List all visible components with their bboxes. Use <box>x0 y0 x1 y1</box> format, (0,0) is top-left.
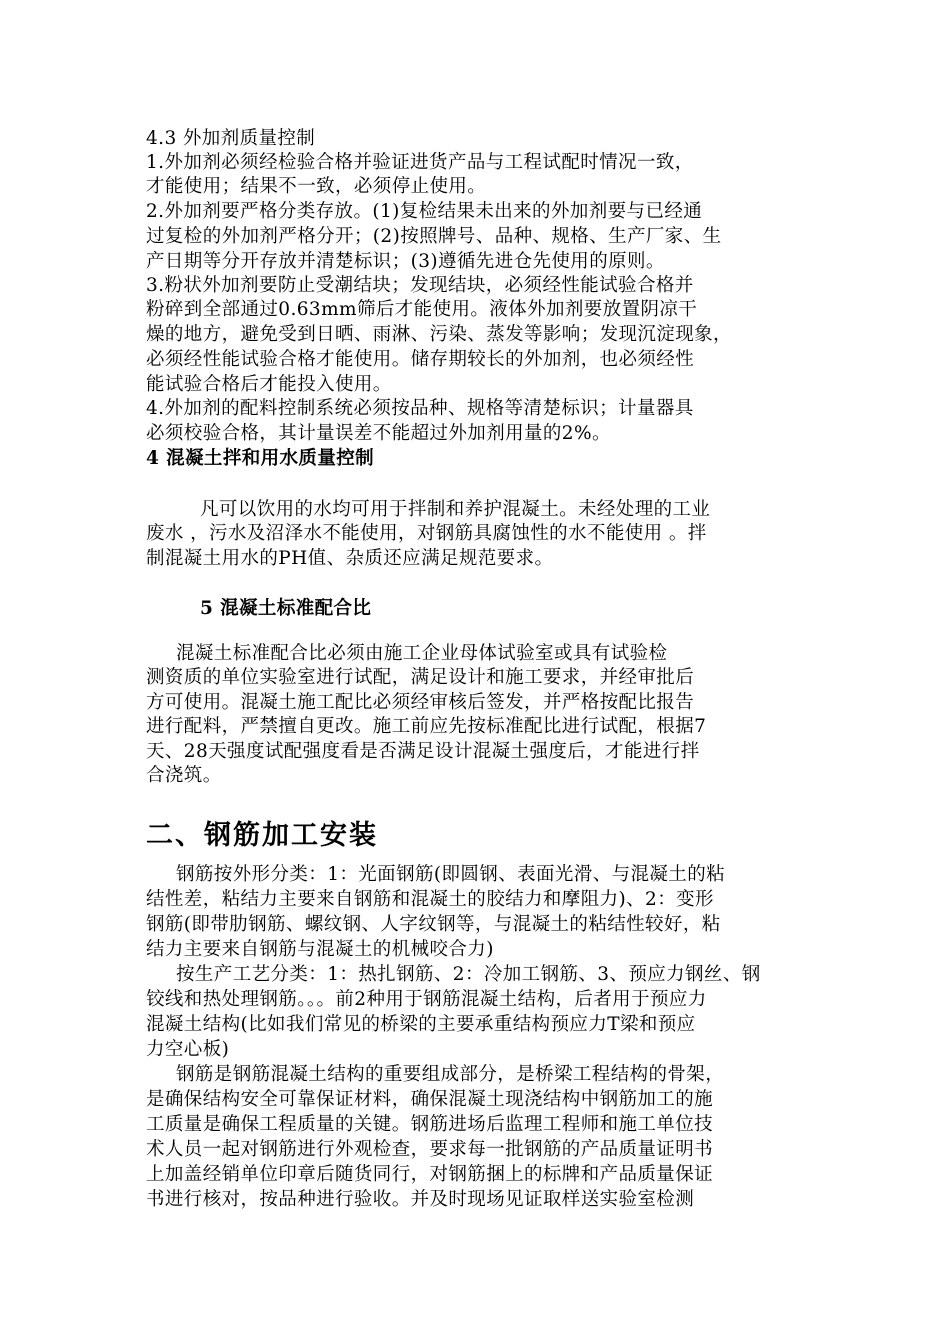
paragraph-line: 测资质的单位实验室进行试配，满足设计和施工要求，并经审批后 <box>146 667 695 688</box>
section-4-heading: 4 混凝土拌和用水质量控制 <box>146 448 375 469</box>
text-line: 能试验合格后才能投入使用。 <box>146 374 392 395</box>
paragraph-line: 术人员一起对钢筋进行外观检查，要求每一批钢筋的产品质量证明书 <box>146 1139 714 1160</box>
paragraph-line: 制混凝土用水的PH值、杂质还应满足规范要求。 <box>146 548 554 569</box>
paragraph-line: 钢筋按外形分类：1：光面钢筋(即圆钢、表面光滑、与混凝土的粘 <box>176 864 725 885</box>
text-line: 才能使用；结果不一致，必须停止使用。 <box>146 176 487 197</box>
chapter-2-heading: 二、钢筋加工安装 <box>146 820 378 851</box>
text-line: 1.外加剂必须经检验合格并验证进货产品与工程试配时情况一致， <box>146 152 694 173</box>
text-line: 粉碎到全部通过0.63mm筛后才能使用。液体外加剂要放置阴凉干 <box>146 299 698 320</box>
text-line: 燥的地方，避免受到日晒、雨淋、污染、蒸发等影响；发现沉淀现象， <box>146 324 732 345</box>
text-line: 3.粉状外加剂要防止受潮结块；发现结块，必须经性能试验合格并 <box>146 275 694 296</box>
paragraph-line: 钢筋(即带肋钢筋、螺纹钢、人字纹钢等，与混凝土的粘结性较好，粘 <box>146 914 721 935</box>
text-line: 必须经性能试验合格才能使用。储存期较长的外加剂，也必须经性 <box>146 349 695 370</box>
paragraph-line: 合浇筑。 <box>146 765 222 786</box>
paragraph-line: 书进行核对，按品种进行验收。并及时现场见证取样送实验室检测 <box>146 1189 695 1210</box>
paragraph-line: 凡可以饮用的水均可用于拌制和养护混凝土。未经处理的工业 <box>200 499 711 520</box>
text-line: 2.外加剂要严格分类存放。(1)复检结果未出来的外加剂要与已经通 <box>146 201 703 222</box>
paragraph-line: 废水 ，污水及沼泽水不能使用，对钢筋具腐蚀性的水不能使用 。拌 <box>146 523 707 544</box>
paragraph-line: 方可使用。混凝土施工配比必须经审核后签发，并严格按配比报告 <box>146 692 695 713</box>
paragraph-line: 混凝土标准配合比必须由施工企业母体试验室或具有试验检 <box>176 643 668 664</box>
paragraph-line: 铰线和热处理钢筋。。。前2种用于钢筋混凝土结构，后者用于预应力 <box>146 989 707 1010</box>
paragraph-line: 混凝土结构(比如我们常见的桥梁的主要承重结构预应力T梁和预应 <box>146 1014 696 1035</box>
paragraph-line: 工质量是确保工程质量的关键。钢筋进场后监理工程师和施工单位技 <box>146 1114 714 1135</box>
section-5-heading: 5 混凝土标准配合比 <box>200 598 372 619</box>
paragraph-line: 天、28天强度试配强度看是否满足设计混凝土强度后，才能进行拌 <box>146 741 700 762</box>
text-line: 4.外加剂的配料控制系统必须按品种、规格等清楚标识；计量器具 <box>146 398 694 419</box>
paragraph-line: 上加盖经销单位印章后随货同行，对钢筋捆上的标牌和产品质量保证 <box>146 1164 714 1185</box>
paragraph-line: 力空心板) <box>146 1039 230 1060</box>
text-line: 产日期等分开存放并清楚标识；(3)遵循先进仓先使用的原则。 <box>146 251 665 272</box>
paragraph-line: 进行配料，严禁擅自更改。施工前应先按标准配比进行试配，根据7 <box>146 716 707 737</box>
paragraph-line: 是确保结构安全可靠保证材料，确保混凝土现浇结构中钢筋加工的施 <box>146 1089 714 1110</box>
text-line: 必须校验合格，其计量误差不能超过外加剂用量的2%。 <box>146 423 611 444</box>
paragraph-line: 钢筋是钢筋混凝土结构的重要组成部分，是桥梁工程结构的骨架， <box>176 1064 725 1085</box>
section-4-3-heading: 4.3 外加剂质量控制 <box>146 128 316 149</box>
paragraph-line: 结力主要来自钢筋与混凝土的机械咬合力) <box>146 939 494 960</box>
text-line: 过复检的外加剂严格分开；(2)按照牌号、品种、规格、生产厂家、生 <box>146 226 722 247</box>
paragraph-line: 按生产工艺分类：1：热扎钢筋、2：冷加工钢筋、3、预应力钢丝、钢 <box>176 964 761 985</box>
paragraph-line: 结性差，粘结力主要来自钢筋和混凝土的胶结力和摩阻力)、2：变形 <box>146 889 714 910</box>
